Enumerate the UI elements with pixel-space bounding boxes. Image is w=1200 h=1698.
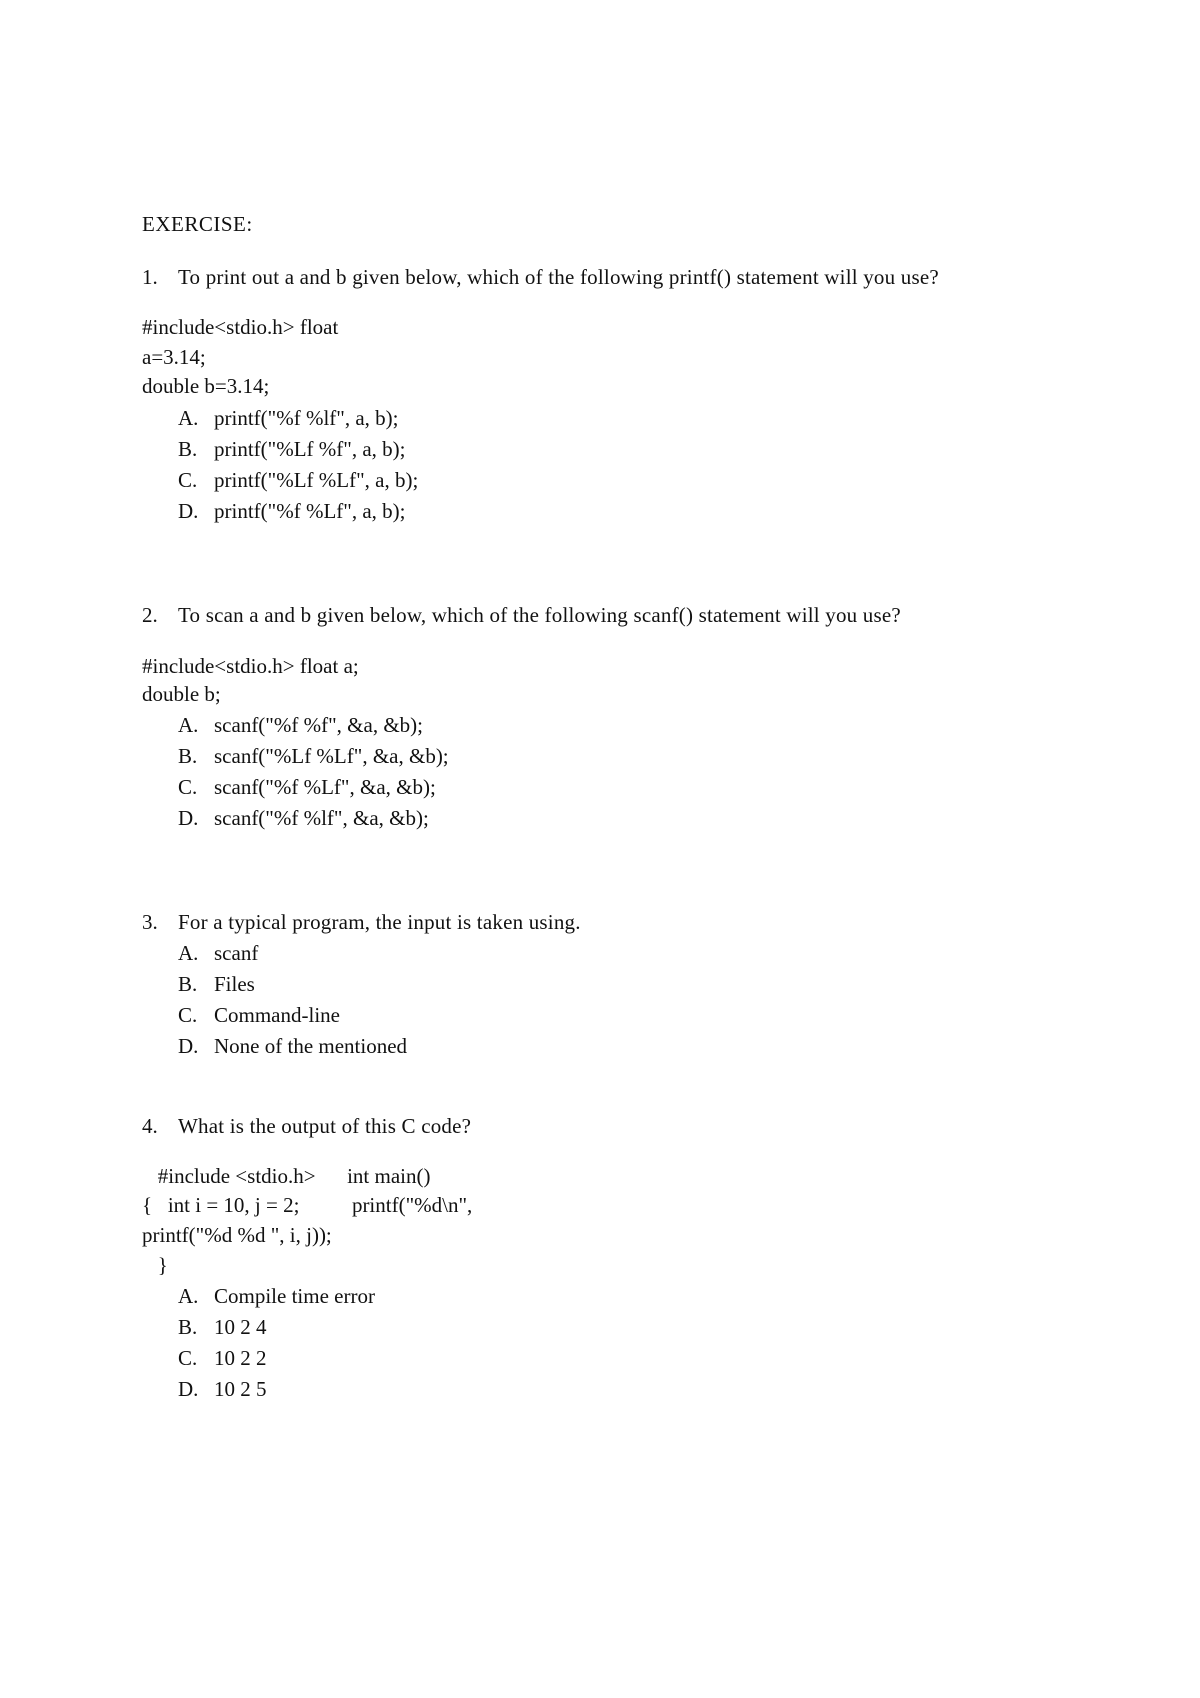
option-letter: C. — [178, 775, 198, 799]
code-line: #include <stdio.h> int main() — [142, 1164, 431, 1188]
option-text: scanf("%Lf %Lf", &a, &b); — [214, 744, 449, 768]
option-text: scanf — [214, 941, 259, 965]
option-letter: C. — [178, 1346, 198, 1370]
option-text: scanf("%f %f", &a, &b); — [214, 713, 423, 737]
code-line: double b=3.14; — [142, 374, 270, 398]
option-letter: A. — [178, 1284, 199, 1308]
option-text: printf("%Lf %f", a, b); — [214, 437, 406, 461]
option-text: Compile time error — [214, 1284, 375, 1308]
option-letter: A. — [178, 941, 199, 965]
question-number: 1. — [142, 265, 158, 289]
question-text: To print out a and b given below, which of the following printf() statement will you use? — [178, 265, 939, 289]
code-line: a=3.14; — [142, 345, 206, 369]
option-letter: B. — [178, 437, 198, 461]
question-text: For a typical program, the input is taken using. — [178, 910, 581, 934]
option-letter: C. — [178, 1003, 198, 1027]
option-letter: D. — [178, 1034, 199, 1058]
option-text: scanf("%f %lf", &a, &b); — [214, 806, 429, 830]
option-letter: A. — [178, 713, 199, 737]
option-text: 10 2 4 — [214, 1315, 267, 1339]
code-line: } — [142, 1253, 168, 1277]
option-letter: D. — [178, 499, 199, 523]
code-line: #include<stdio.h> float a; — [142, 654, 359, 678]
question-text: To scan a and b given below, which of the following scanf() statement will you use? — [178, 603, 901, 627]
option-letter: B. — [178, 1315, 198, 1339]
option-text: None of the mentioned — [214, 1034, 408, 1058]
option-text: Files — [214, 972, 255, 996]
exercise-heading: EXERCISE: — [142, 212, 253, 236]
option-letter: B. — [178, 744, 198, 768]
code-line: #include<stdio.h> float — [142, 315, 339, 339]
question-text: What is the output of this C code? — [178, 1114, 472, 1138]
option-text: printf("%f %Lf", a, b); — [214, 499, 406, 523]
option-letter: D. — [178, 806, 199, 830]
question-number: 3. — [142, 910, 158, 934]
option-text: printf("%f %lf", a, b); — [214, 406, 399, 430]
option-letter: C. — [178, 468, 198, 492]
option-letter: D. — [178, 1377, 199, 1401]
option-letter: B. — [178, 972, 198, 996]
option-text: 10 2 5 — [214, 1377, 267, 1401]
question-number: 2. — [142, 603, 158, 627]
option-text: Command-line — [214, 1003, 340, 1027]
code-line: double b; — [142, 682, 221, 706]
option-text: printf("%Lf %Lf", a, b); — [214, 468, 419, 492]
option-letter: A. — [178, 406, 199, 430]
option-text: scanf("%f %Lf", &a, &b); — [214, 775, 436, 799]
option-text: 10 2 2 — [214, 1346, 267, 1370]
code-line: printf("%d %d ", i, j)); — [142, 1223, 332, 1247]
code-line: { int i = 10, j = 2; printf("%d\n", — [142, 1193, 473, 1217]
question-number: 4. — [142, 1114, 158, 1138]
